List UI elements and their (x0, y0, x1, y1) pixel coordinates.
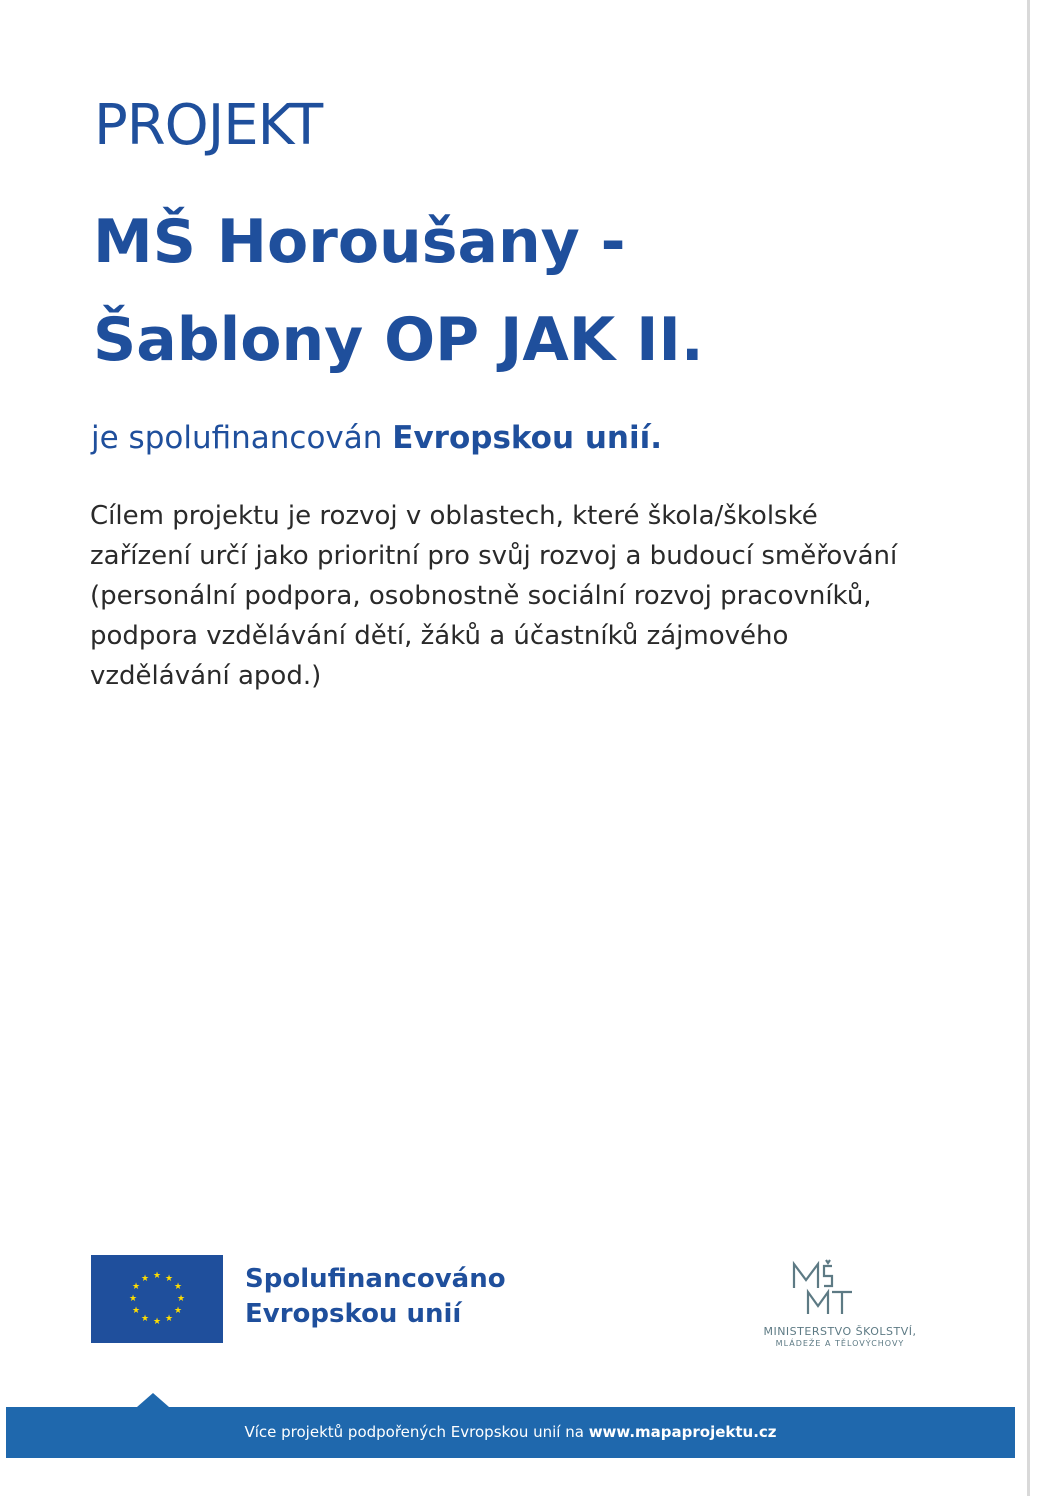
footer-url-link[interactable]: www.mapaprojektu.cz (588, 1423, 777, 1441)
msmt-text-line-1: MINISTERSTVO ŠKOLSTVÍ, (763, 1325, 917, 1338)
cofinanced-statement (91, 420, 662, 456)
svg-text:★: ★ (152, 1271, 162, 1281)
svg-text:★: ★ (173, 1282, 183, 1292)
svg-text:★: ★ (164, 1314, 174, 1324)
svg-text:★: ★ (131, 1282, 141, 1292)
msmt-text (740, 1326, 940, 1350)
eu-cofinanced-text (245, 1262, 506, 1332)
svg-text:★: ★ (176, 1294, 186, 1304)
description-line: podpora vzdělávání dětí, žáků a účastníků zájmového (90, 621, 789, 651)
eu-text-line-2: Evropskou unií (245, 1299, 462, 1329)
project-label: PROJEKT (94, 93, 323, 158)
project-title-line-1: MŠ Horoušany - (93, 207, 626, 277)
svg-text:★: ★ (164, 1274, 174, 1284)
msmt-text-line-2: MLÁDEŽE A TĚLOVÝCHOVY (775, 1339, 905, 1348)
svg-text:★: ★ (128, 1294, 138, 1304)
svg-text:★: ★ (140, 1274, 150, 1284)
svg-text:★: ★ (140, 1314, 150, 1324)
svg-text:★: ★ (173, 1306, 183, 1316)
footer-text-prefix: Více projektů podpořených Evropskou unií na (244, 1423, 589, 1441)
project-description (90, 496, 970, 696)
description-line: vzdělávání apod.) (90, 661, 322, 691)
svg-text:★: ★ (131, 1306, 141, 1316)
svg-text:★: ★ (152, 1317, 162, 1327)
msmt-logo-icon (788, 1258, 888, 1318)
footer-text (6, 1407, 1015, 1458)
project-title-line-2: Šablony OP JAK II. (93, 305, 704, 375)
eu-text-line-1: Spolufinancováno (245, 1264, 506, 1294)
description-line: Cílem projektu je rozvoj v oblastech, které škola/školské (90, 501, 818, 531)
description-line: zařízení určí jako prioritní pro svůj rozvoj a budoucí směřování (90, 541, 898, 571)
eu-flag-icon (91, 1255, 223, 1343)
cofinanced-prefix: je spolufinancován (91, 420, 393, 456)
eu-stars (91, 1255, 223, 1343)
footer-notch (137, 1393, 169, 1407)
description-line: (personální podpora, osobnostně sociální rozvoj pracovníků, (90, 581, 872, 611)
cofinanced-emphasis: Evropskou unií. (392, 420, 663, 456)
